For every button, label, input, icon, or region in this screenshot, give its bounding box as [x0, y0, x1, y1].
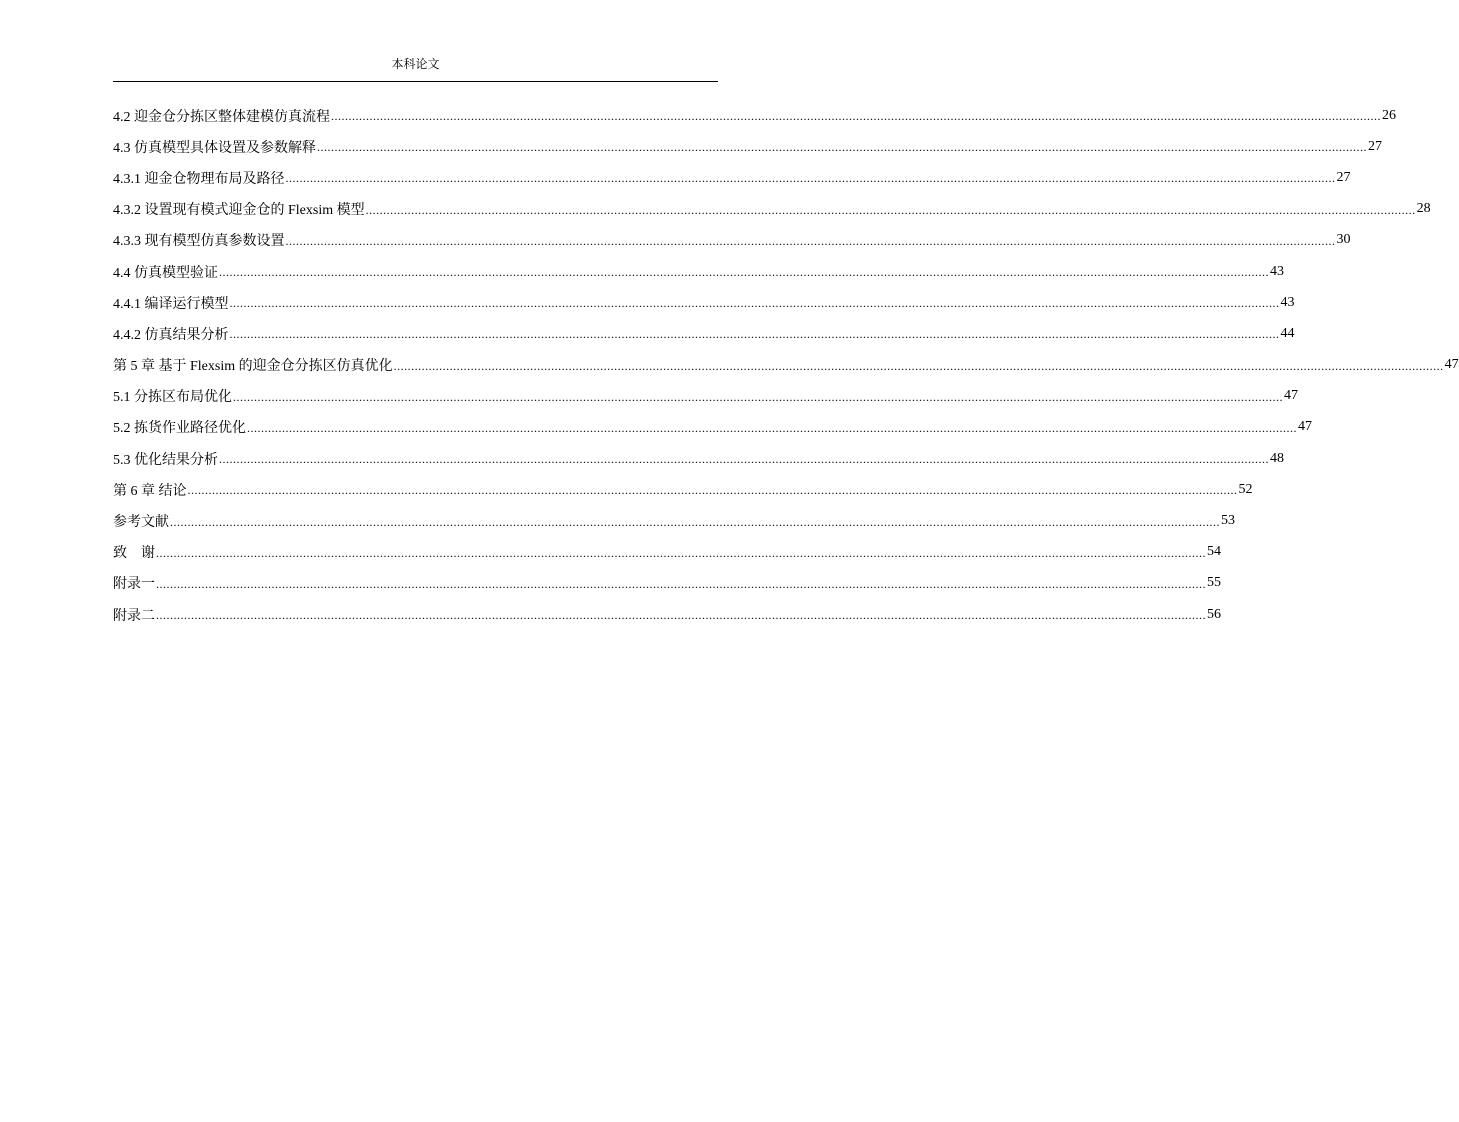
toc-entry[interactable] [113, 256, 1284, 287]
toc-dot-leader: ............................................................................................................................................................................................................................................................................................................ [156, 608, 1206, 623]
toc-dot-leader: ............................................................................................................................................................................................................................................................................................................ [285, 233, 1336, 248]
toc-entry[interactable] [113, 474, 1253, 505]
toc-entry-page-number: 56 [1207, 606, 1221, 622]
toc-dot-leader: ............................................................................................................................................................................................................................................................................................................ [170, 514, 1220, 529]
toc-dot-leader: ............................................................................................................................................................................................................................................................................................................ [156, 576, 1206, 591]
toc-entry-page-number: 48 [1270, 450, 1284, 466]
toc-entry-title: 4.4.1 编译运行模型 [113, 296, 229, 312]
table-of-contents [113, 100, 1459, 630]
toc-entry-title: 5.1 分拣区布局优化 [113, 390, 232, 406]
toc-entry[interactable] [113, 381, 1298, 412]
toc-entry-page-number: 44 [1280, 325, 1295, 341]
toc-entry-page-number: 53 [1221, 513, 1235, 529]
toc-dot-leader: ............................................................................................................................................................................................................................................................................................................ [229, 296, 1280, 311]
toc-entry-title: 5.2 拣货作业路径优化 [113, 421, 246, 437]
toc-entry-page-number: 30 [1336, 232, 1351, 248]
toc-dot-leader: ............................................................................................................................................................................................................................................................................................................ [285, 171, 1336, 186]
toc-entry[interactable] [113, 568, 1221, 599]
toc-dot-leader: ............................................................................................................................................................................................................................................................................................................ [365, 202, 1416, 217]
toc-dot-leader: ............................................................................................................................................................................................................................................................................................................ [187, 483, 1238, 498]
toc-dot-leader: ............................................................................................................................................................................................................................................................................................................ [317, 140, 1367, 155]
toc-entry-page-number: 47 [1444, 357, 1459, 373]
toc-dot-leader: ............................................................................................................................................................................................................................................................................................................ [233, 389, 1283, 404]
toc-dot-leader: ............................................................................................................................................................................................................................................................................................................ [229, 327, 1280, 342]
toc-entry-page-number: 52 [1238, 481, 1253, 497]
toc-entry[interactable] [113, 350, 1459, 381]
toc-entry[interactable] [113, 225, 1351, 256]
toc-dot-leader: ............................................................................................................................................................................................................................................................................................................ [331, 109, 1381, 124]
toc-entry[interactable] [113, 162, 1351, 193]
toc-entry[interactable] [113, 412, 1312, 443]
toc-entry-title: 4.4.2 仿真结果分析 [113, 327, 229, 343]
toc-entry-title: 4.3.2 设置现有模式迎金仓的 Flexsim 模型 [113, 203, 365, 219]
toc-dot-leader: ............................................................................................................................................................................................................................................................................................................ [156, 545, 1206, 560]
toc-entry-title: 第 6 章 结论 [113, 483, 187, 499]
toc-entry-title: 4.3.3 现有模型仿真参数设置 [113, 234, 285, 250]
toc-dot-leader: ............................................................................................................................................................................................................................................................................................................ [219, 452, 1269, 467]
toc-entry-page-number: 28 [1416, 201, 1431, 217]
toc-entry[interactable] [113, 443, 1284, 474]
toc-entry-page-number: 27 [1368, 138, 1382, 154]
toc-entry-page-number: 47 [1284, 388, 1298, 404]
toc-entry-title: 5.3 优化结果分析 [113, 452, 218, 468]
toc-entry-title: 第 5 章 基于 Flexsim 的迎金仓分拣区仿真优化 [113, 359, 393, 375]
toc-entry[interactable] [113, 287, 1295, 318]
page-header: 本科论文 [391, 57, 440, 71]
toc-entry-title: 致 谢 [113, 546, 155, 562]
toc-entry-title: 参考文献 [113, 515, 169, 531]
toc-dot-leader: ............................................................................................................................................................................................................................................................................................................ [393, 358, 1444, 373]
toc-entry-page-number: 43 [1280, 294, 1295, 310]
header-divider [113, 81, 718, 82]
toc-entry[interactable] [113, 318, 1295, 349]
toc-entry-page-number: 54 [1207, 544, 1221, 560]
toc-entry[interactable] [113, 100, 1396, 131]
toc-entry-page-number: 43 [1270, 263, 1284, 279]
toc-entry-title: 4.2 迎金仓分拣区整体建模仿真流程 [113, 109, 330, 125]
toc-dot-leader: ............................................................................................................................................................................................................................................................................................................ [219, 265, 1269, 280]
toc-entry-title: 4.3.1 迎金仓物理布局及路径 [113, 171, 285, 187]
toc-entry-title: 4.4 仿真模型验证 [113, 265, 218, 281]
toc-entry-title: 4.3 仿真模型具体设置及参数解释 [113, 140, 316, 156]
toc-entry[interactable] [113, 131, 1382, 162]
toc-entry[interactable] [113, 505, 1235, 536]
toc-entry[interactable] [113, 599, 1221, 630]
toc-entry-page-number: 55 [1207, 575, 1221, 591]
toc-entry-page-number: 27 [1336, 169, 1351, 185]
toc-entry-page-number: 26 [1382, 107, 1396, 123]
toc-dot-leader: ............................................................................................................................................................................................................................................................................................................ [247, 420, 1297, 435]
toc-entry-title: 附录一 [113, 577, 155, 593]
toc-entry-page-number: 47 [1298, 419, 1312, 435]
toc-entry[interactable] [113, 194, 1431, 225]
toc-entry-title: 附录二 [113, 608, 155, 624]
toc-entry[interactable] [113, 537, 1221, 568]
